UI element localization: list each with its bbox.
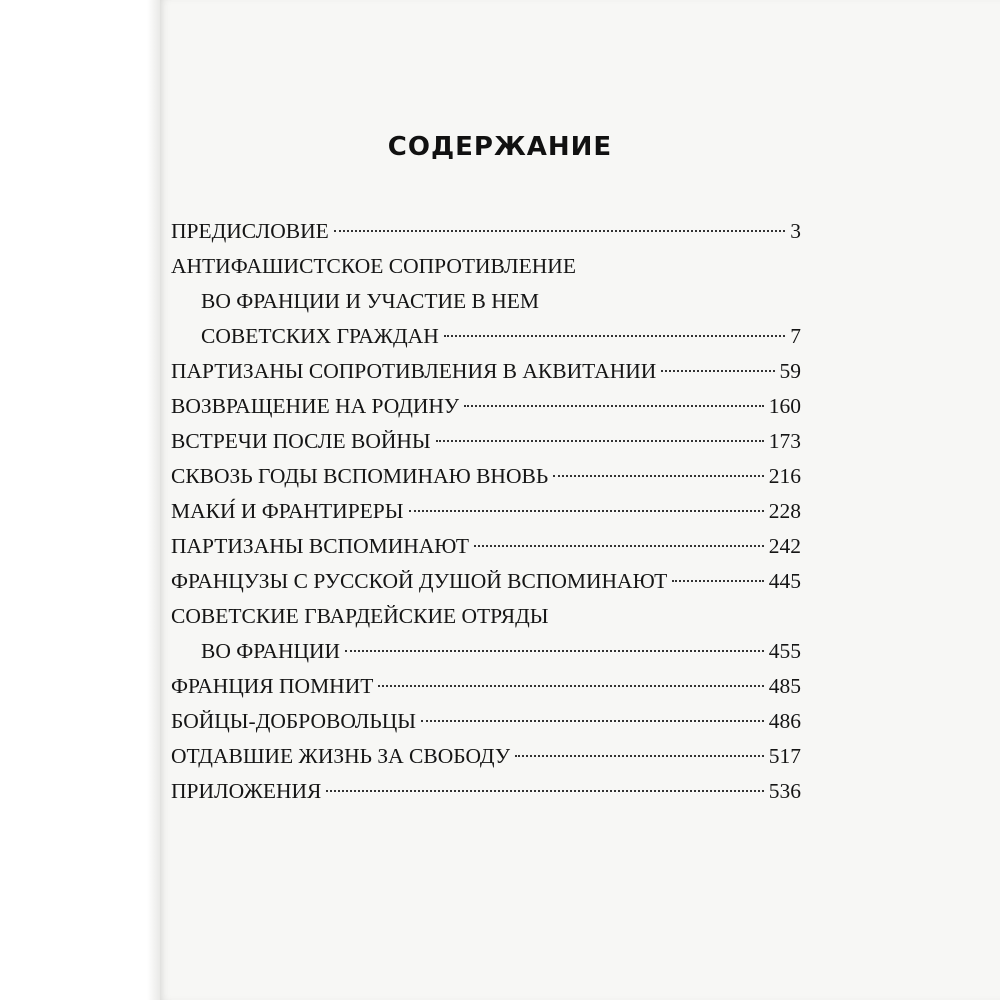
toc-entry-title-line: ОТДАВШИЕ ЖИЗНЬ ЗА СВОБОДУ	[171, 744, 511, 768]
toc-entry	[171, 564, 801, 599]
dot-leader	[444, 335, 786, 337]
toc-entry-title-line: БОЙЦЫ-ДОБРОВОЛЬЦЫ	[171, 709, 416, 733]
toc-page-number: 7	[790, 324, 801, 348]
toc-page-number: 517	[768, 744, 801, 768]
toc-entry	[171, 214, 801, 249]
toc-entry	[171, 424, 801, 459]
toc-entry	[171, 249, 801, 354]
toc-entry-title-line: МАКИ́ И ФРАНТИРЕРЫ	[171, 499, 404, 523]
dot-leader	[421, 720, 764, 722]
toc-entry-title-line: ВО ФРАНЦИИ И УЧАСТИЕ В НЕМ	[201, 289, 539, 313]
toc-entry-title-line: ВОЗВРАЩЕНИЕ НА РОДИНУ	[171, 394, 460, 418]
toc-entry-title-line: ВСТРЕЧИ ПОСЛЕ ВОЙНЫ	[171, 429, 431, 453]
toc-entry-title-line: ПАРТИЗАНЫ ВСПОМИНАЮТ	[171, 534, 470, 558]
toc-page-number: 485	[768, 674, 801, 698]
dot-leader	[515, 755, 764, 757]
toc-entry-title-line: ФРАНЦУЗЫ С РУССКОЙ ДУШОЙ ВСПОМИНАЮТ	[171, 569, 668, 593]
toc-entry-title-line: ПРЕДИСЛОВИЕ	[171, 219, 329, 243]
toc-page-number: 3	[790, 219, 801, 243]
toc-entry	[171, 354, 801, 389]
toc-entry-title-line: СКВОЗЬ ГОДЫ ВСПОМИНАЮ ВНОВЬ	[171, 464, 549, 488]
toc-entry	[171, 739, 801, 774]
dot-leader	[378, 685, 763, 687]
toc-page-number: 216	[768, 464, 801, 488]
toc-entry-title-line: ФРАНЦИЯ ПОМНИТ	[171, 674, 374, 698]
dot-leader	[345, 650, 764, 652]
toc-entry	[171, 494, 801, 529]
dot-leader	[436, 440, 764, 442]
dot-leader	[474, 545, 764, 547]
dot-leader	[409, 510, 764, 512]
toc-page-number: 445	[768, 569, 801, 593]
dot-leader	[661, 370, 774, 372]
toc-entry	[171, 599, 801, 669]
dot-leader	[334, 230, 786, 232]
toc-page-number: 536	[768, 779, 801, 803]
dot-leader	[464, 405, 764, 407]
toc-entry	[171, 704, 801, 739]
toc-entry-title-line: СОВЕТСКИХ ГРАЖДАН	[201, 324, 439, 348]
toc-entry-title-line: ВО ФРАНЦИИ	[201, 639, 341, 663]
toc-entry-title-line: ПРИЛОЖЕНИЯ	[171, 779, 322, 803]
toc-entry	[171, 774, 801, 809]
toc-entry	[171, 459, 801, 494]
table-of-contents	[171, 214, 801, 809]
toc-page-number: 242	[768, 534, 801, 558]
toc-page-number: 455	[768, 639, 801, 663]
dot-leader	[553, 475, 764, 477]
toc-entry	[171, 389, 801, 424]
toc-page-number: 160	[768, 394, 801, 418]
toc-page-number: 173	[768, 429, 801, 453]
toc-entry	[171, 529, 801, 564]
toc-entry	[171, 669, 801, 704]
toc-entry-title-line: ПАРТИЗАНЫ СОПРОТИВЛЕНИЯ В АКВИТАНИИ	[171, 359, 657, 383]
toc-page-number: 59	[779, 359, 801, 383]
dot-leader	[672, 580, 763, 582]
toc-entry-title-line: СОВЕТСКИЕ ГВАРДЕЙСКИЕ ОТРЯДЫ	[171, 604, 549, 628]
dot-leader	[326, 790, 763, 792]
toc-page-number: 486	[768, 709, 801, 733]
page-title: СОДЕРЖАНИЕ	[387, 132, 613, 162]
toc-page-number: 228	[768, 499, 801, 523]
toc-entry-title-line: АНТИФАШИСТСКОЕ СОПРОТИВЛЕНИЕ	[171, 254, 576, 278]
